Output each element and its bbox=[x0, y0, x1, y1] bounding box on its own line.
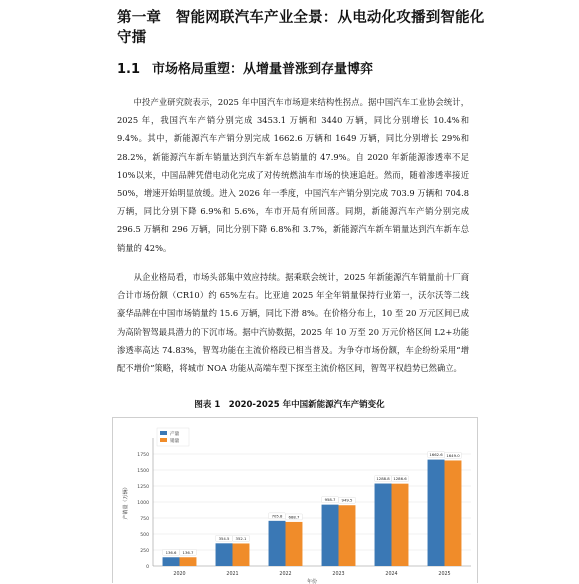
data-label: 949.5 bbox=[341, 497, 353, 503]
x-tick-label: 2023 bbox=[332, 572, 345, 577]
data-label: 705.8 bbox=[271, 513, 283, 519]
data-label: 1288.8 bbox=[376, 476, 390, 482]
legend-swatch bbox=[160, 438, 167, 442]
data-label: 1649.0 bbox=[446, 452, 460, 458]
y-tick-label: 0 bbox=[146, 565, 149, 570]
y-axis-label: 产销量（万辆） bbox=[123, 484, 129, 520]
production-sales-bar-chart bbox=[113, 418, 479, 584]
x-axis-label: 年份 bbox=[306, 579, 318, 584]
bar-production bbox=[216, 543, 233, 566]
y-tick-label: 1000 bbox=[137, 501, 149, 506]
chart-container bbox=[112, 417, 478, 583]
data-label: 136.7 bbox=[182, 549, 194, 555]
legend-swatch bbox=[160, 431, 167, 435]
body-paragraph-2: 从企业格局看，市场头部集中效应持续。据乘联会统计，2025 年新能源汽车销量前十厂商合计市场份额（CR10）约 65%左右。比亚迪 2025 年全年销量保持行业第一，沃尔沃等二线豪华品牌在中国市场销量约 15.6 万辆，同比下滑 8%。在价格分布上，10 至 20 万元区间已成为高阶智驾最具潜力的下沉市场。据中汽协数据，2025 年 10 万至 20 万元价格区间 L2+功能渗透率高达 74.83%，智驾功能在主流价格段已相当普及。为争夺市场份额，车企纷纷采用“增配不增价”策略，将城市 NOA 功能从高端车型下探至主流价格区间，智驾平权趋势已然确立。 bbox=[117, 272, 469, 374]
y-tick-label: 1500 bbox=[137, 469, 149, 474]
section-number: 1.1 bbox=[117, 62, 141, 77]
y-tick-label: 500 bbox=[140, 533, 149, 538]
bar-sales bbox=[392, 484, 409, 566]
bar-sales bbox=[180, 557, 197, 566]
chapter-title: 第一章 智能网联汽车产业全景：从电动化攻播到智能化守擂 bbox=[117, 10, 485, 46]
legend-label: 销量 bbox=[170, 438, 180, 444]
section-heading bbox=[117, 61, 373, 79]
bar-production bbox=[269, 521, 286, 566]
bar-sales bbox=[286, 522, 303, 566]
y-tick-label: 1250 bbox=[137, 485, 149, 490]
legend-label: 产量 bbox=[170, 431, 180, 437]
bar-production bbox=[163, 557, 180, 566]
data-label: 688.7 bbox=[288, 514, 300, 520]
x-tick-label: 2024 bbox=[385, 572, 398, 577]
x-tick-label: 2020 bbox=[173, 572, 186, 577]
data-label: 354.5 bbox=[218, 535, 230, 541]
data-label: 352.1 bbox=[235, 535, 247, 541]
x-tick-label: 2021 bbox=[226, 572, 239, 577]
bar-production bbox=[428, 460, 445, 566]
data-label: 1286.6 bbox=[393, 476, 407, 482]
bar-sales bbox=[445, 460, 462, 566]
data-label: 136.6 bbox=[165, 549, 177, 555]
x-tick-label: 2022 bbox=[279, 572, 292, 577]
y-tick-label: 1750 bbox=[137, 453, 149, 458]
x-tick-label: 2025 bbox=[438, 572, 451, 577]
bar-production bbox=[375, 484, 392, 566]
bar-sales bbox=[233, 543, 250, 566]
section-title: 市场格局重塑：从增量普涨到存量博弈 bbox=[152, 62, 374, 77]
body-paragraph-1: 中投产业研究院表示，2025 年中国汽车市场迎来结构性拐点。据中国汽车工业协会统计，2025 年，我国汽车产销分别完成 3453.1 万辆和 3440 万辆，同比分别增长 10.4%和 9.4%。其中，新能源汽车产销分别完成 1662.6 万辆和 1649 万辆，同比分别增长 29%和 28.2%，新能源汽车新车销量达到汽车新车总销量的 47.9%。自 2020 年新能源渗透率不足 10%以来，中国品牌凭借电动化完成了对传统燃油车市场的快速追赶。然而，随着渗透率接近 50%，增速开始明显放缓。进入 2026 年一季度，中国汽车产销分别完成 703.9 万辆和 704.8 万辆，同比分别下降 6.9%和 5.6%，车市开局有所回落。同期，新能源汽车产销分别完成 296.5 万辆和 296 万辆，同比分别下降 6.8%和 3.7%，新能源汽车新车销量达到汽车新车总销量的 42%。 bbox=[117, 97, 469, 253]
data-label: 1662.6 bbox=[429, 452, 443, 458]
bar-production bbox=[322, 505, 339, 566]
data-label: 958.7 bbox=[324, 497, 336, 503]
y-tick-label: 250 bbox=[140, 549, 149, 554]
figure-caption: 图表 1 2020-2025 年中国新能源汽车产销变化 bbox=[194, 400, 385, 410]
bar-sales bbox=[339, 505, 356, 566]
y-tick-label: 750 bbox=[140, 517, 149, 522]
